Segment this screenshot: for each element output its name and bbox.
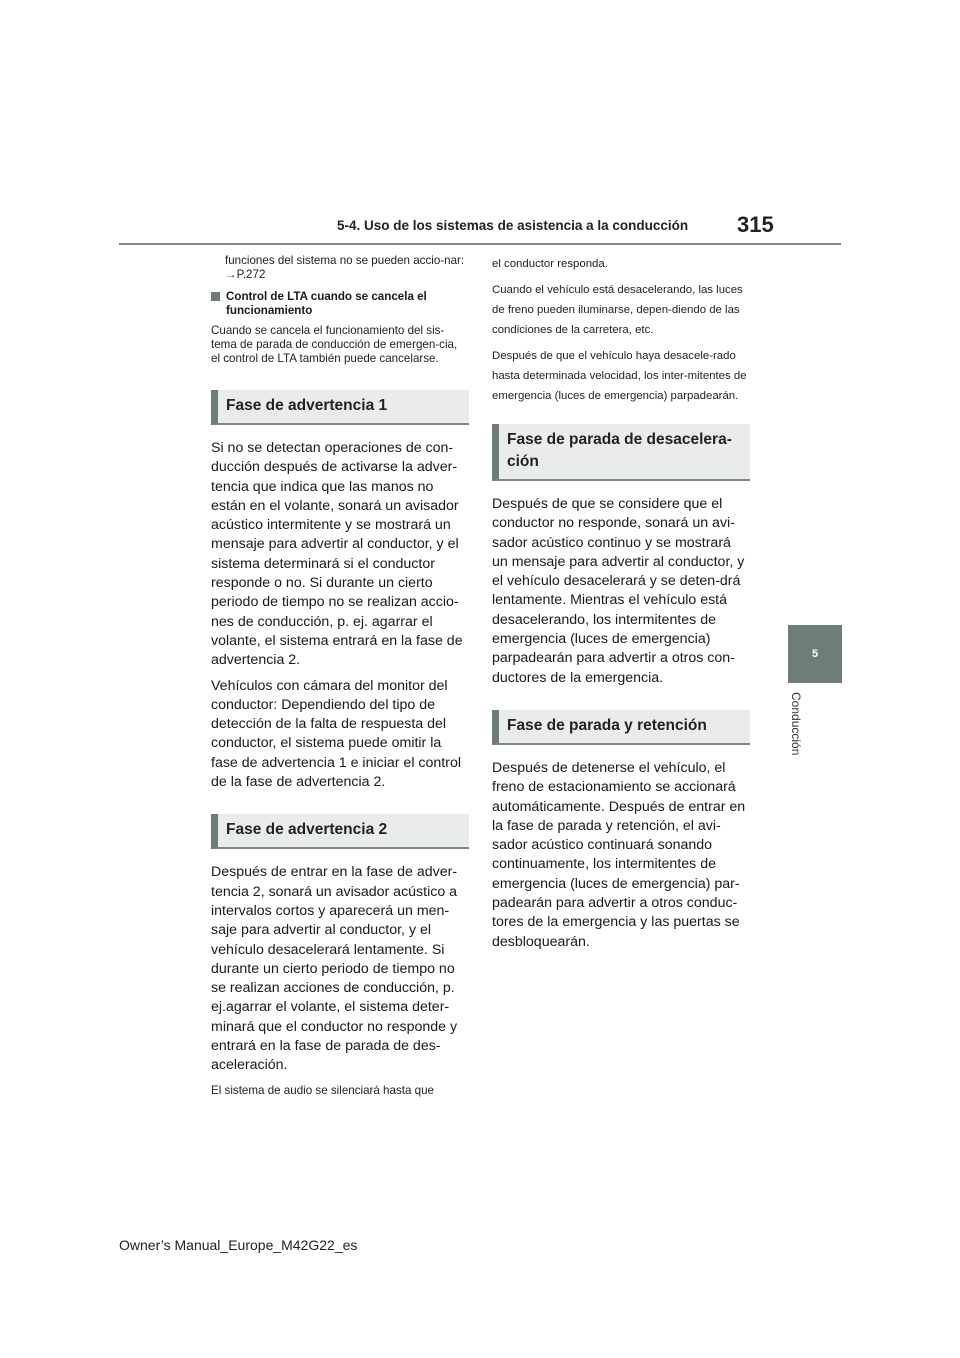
lta-subheading bbox=[211, 290, 469, 318]
section-heading-deceleration-stop: Fase de parada de desacelera-ción bbox=[492, 424, 750, 481]
section-heading-warning-1: Fase de advertencia 1 bbox=[211, 390, 469, 425]
chapter-tab: 5 bbox=[788, 625, 842, 683]
square-bullet-icon bbox=[211, 292, 220, 301]
left-column bbox=[211, 254, 469, 1106]
stop-hold-paragraph: Después de detenerse el vehículo, el freno de estacionamiento se accionará automáticamente. Después de entrar en la fase de parada y retención, el avi-sador acústico continuará sonando continuamente, los intermitentes de emergencia (luces de emergencia) par-padearán para advertir a otros conduc-tores de la emergencia y las puertas se desbloquearán. bbox=[492, 759, 746, 950]
lta-heading-text: Control de LTA cuando se cancela el funcionamiento bbox=[226, 290, 427, 317]
warning-2-paragraph-1: Después de entrar en la fase de adver-tencia 2, sonará un avisador acústico a intervalos cortos y aparecerá un men-saje para advertir al conductor, y el vehículo desacelerará lentamente. Si durante un cierto periodo de tiempo no se realizan acciones de conducción, p. ej.agarrar el volante, el sistema deter-minará que el conductor no responde y entrará en la fase de parada de des-aceleración. bbox=[211, 864, 458, 1074]
note-paragraph-3: Después de que el vehículo haya desacele-rado hasta determinada velocidad, los inter-mitentes de emergencia (luces de emergencia) parpadearán. bbox=[492, 350, 747, 402]
deceleration-stop-paragraph: Después de que se considere que el conductor no responde, sonará un avi-sador acústico continuo y se mostrará un mensaje para advertir al conductor, y el vehículo desacelerará y se deten-drá lentamente. Mientras el vehículo está desacelerando, los intermitentes de emergencia (luces de emergencia) parpadearán para advertir a otros con-ductores de la emergencia. bbox=[492, 496, 745, 686]
right-column bbox=[492, 254, 750, 958]
footer-manual-id: Owner’s Manual_Europe_M42G22_es bbox=[119, 1237, 358, 1253]
warning-1-paragraph-2: Vehículos con cámara del monitor del conductor: Dependiendo del tipo de detección de la falta de respuesta del conductor, el sistema puede omitir la fase de advertencia 1 e iniciar el control de la fase de advertencia 2. bbox=[211, 677, 461, 791]
intro-text: funciones del sistema no se pueden accio-nar: →P.272 bbox=[225, 254, 465, 281]
lta-text: Cuando se cancela el funcionamiento del sis-tema de parada de conducción de emergen-cia, el control de LTA también puede cancelarse. bbox=[211, 324, 458, 365]
page-number: 315 bbox=[737, 212, 774, 237]
section-heading-stop-hold: Fase de parada y retención bbox=[492, 710, 750, 745]
header-divider bbox=[119, 243, 841, 245]
note-paragraph-1: el conductor responda. bbox=[492, 258, 608, 270]
warning-1-paragraph-1: Si no se detectan operaciones de con-ducción después de activarse la adver-tencia que indica que las manos no están en el volante, sonará un avisador acústico intermitente y se mostrará un mensaje para advertir al conductor, y el sistema determinará si el conductor responde o no. Si durante un cierto periodo de tiempo no se realizan accio-nes de conducción, p. ej. agarrar el volante, el sistema entrará en la fase de advertencia 2. bbox=[211, 440, 463, 669]
chapter-label: Conducción bbox=[789, 692, 803, 756]
section-title: 5-4. Uso de los sistemas de asistencia a la conducción bbox=[337, 218, 689, 233]
warning-2-note: El sistema de audio se silenciará hasta que bbox=[211, 1083, 434, 1097]
section-heading-warning-2: Fase de advertencia 2 bbox=[211, 814, 469, 849]
note-paragraph-2: Cuando el vehículo está desacelerando, las luces de freno pueden iluminarse, depen-diendo de las condiciones de la carretera, etc. bbox=[492, 284, 743, 336]
